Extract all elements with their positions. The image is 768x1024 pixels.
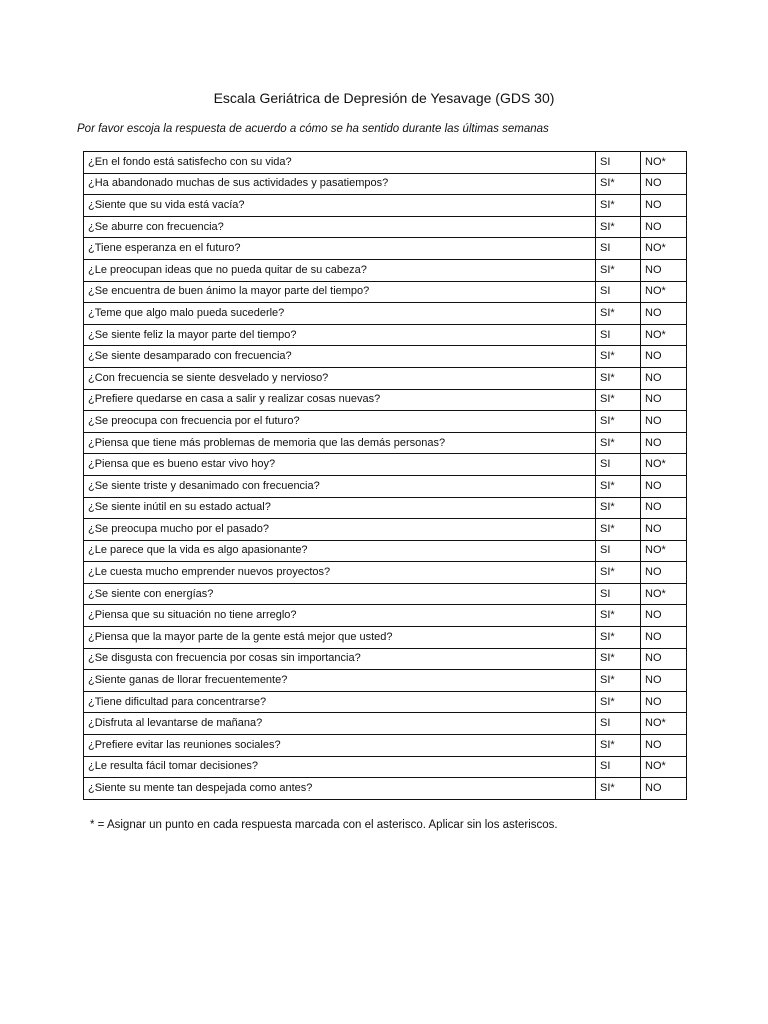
question-cell: ¿En el fondo está satisfecho con su vida? [84,152,596,174]
question-cell: ¿Siente su mente tan despejada como antes? [84,778,596,800]
answer-si-cell: SI* [596,497,641,519]
answer-no-cell: NO [641,195,687,217]
answer-si-cell: SI* [596,303,641,325]
answer-no-cell: NO* [641,324,687,346]
question-cell: ¿Disfruta al levantarse de mañana? [84,713,596,735]
table-row [84,627,687,649]
question-cell: ¿Piensa que tiene más problemas de memoria que las demás personas? [84,432,596,454]
answer-no-cell: NO [641,778,687,800]
table-row [84,691,687,713]
table-row [84,583,687,605]
answer-si-cell: SI* [596,411,641,433]
table-row [84,367,687,389]
table-row [84,346,687,368]
question-cell: ¿Prefiere evitar las reuniones sociales? [84,735,596,757]
table-row [84,778,687,800]
answer-si-cell: SI* [596,605,641,627]
answer-no-cell: NO [641,735,687,757]
table-row [84,259,687,281]
answer-si-cell: SI [596,281,641,303]
document-title: Escala Geriátrica de Depresión de Yesavage (GDS 30) [213,90,555,106]
answer-no-cell: NO [641,497,687,519]
answer-no-cell: NO* [641,540,687,562]
answer-si-cell: SI* [596,389,641,411]
table-row [84,389,687,411]
table-row [84,519,687,541]
answer-si-cell: SI* [596,691,641,713]
table-row [84,605,687,627]
answer-si-cell: SI* [596,346,641,368]
question-cell: ¿Siente ganas de llorar frecuentemente? [84,670,596,692]
answer-no-cell: NO* [641,281,687,303]
answer-no-cell: NO [641,216,687,238]
question-cell: ¿Piensa que la mayor parte de la gente está mejor que usted? [84,627,596,649]
table-row [84,713,687,735]
answer-si-cell: SI* [596,562,641,584]
answer-si-cell: SI [596,713,641,735]
question-cell: ¿Teme que algo malo pueda sucederle? [84,303,596,325]
question-cell: ¿Con frecuencia se siente desvelado y nervioso? [84,367,596,389]
question-cell: ¿Se siente desamparado con frecuencia? [84,346,596,368]
answer-no-cell: NO [641,519,687,541]
answer-si-cell: SI* [596,367,641,389]
question-cell: ¿Se siente con energías? [84,583,596,605]
table-row [84,216,687,238]
table-row [84,324,687,346]
answer-no-cell: NO [641,389,687,411]
answer-no-cell: NO [641,670,687,692]
table-row [84,497,687,519]
table-row [84,454,687,476]
question-cell: ¿Siente que su vida está vacía? [84,195,596,217]
answer-si-cell: SI* [596,778,641,800]
table-row [84,735,687,757]
table-row [84,475,687,497]
answer-no-cell: NO [641,691,687,713]
answer-si-cell: SI* [596,173,641,195]
answer-no-cell: NO* [641,454,687,476]
answer-si-cell: SI [596,152,641,174]
answer-si-cell: SI [596,238,641,260]
question-cell: ¿Le preocupan ideas que no pueda quitar de su cabeza? [84,259,596,281]
table-row [84,281,687,303]
question-cell: ¿Se encuentra de buen ánimo la mayor parte del tiempo? [84,281,596,303]
question-cell: ¿Tiene dificultad para concentrarse? [84,691,596,713]
table-row [84,411,687,433]
answer-no-cell: NO [641,259,687,281]
answer-no-cell: NO [641,303,687,325]
question-cell: ¿Se siente triste y desanimado con frecuencia? [84,475,596,497]
answer-si-cell: SI [596,756,641,778]
answer-no-cell: NO [641,173,687,195]
question-cell: ¿Le cuesta mucho emprender nuevos proyectos? [84,562,596,584]
instructions-text: Por favor escoja la respuesta de acuerdo a cómo se ha sentido durante las últimas semanas [77,123,549,135]
table-row [84,303,687,325]
answer-si-cell: SI* [596,670,641,692]
table-row [84,173,687,195]
question-cell: ¿Se disgusta con frecuencia por cosas sin importancia? [84,648,596,670]
question-cell: ¿Se siente inútil en su estado actual? [84,497,596,519]
table-row [84,238,687,260]
question-cell: ¿Ha abandonado muchas de sus actividades y pasatiempos? [84,173,596,195]
answer-si-cell: SI* [596,195,641,217]
answer-si-cell: SI [596,540,641,562]
table-row [84,432,687,454]
question-cell: ¿Tiene esperanza en el futuro? [84,238,596,260]
answer-si-cell: SI* [596,216,641,238]
answer-no-cell: NO* [641,238,687,260]
answer-no-cell: NO [641,411,687,433]
question-cell: ¿Se siente feliz la mayor parte del tiempo? [84,324,596,346]
answer-si-cell: SI* [596,627,641,649]
answer-si-cell: SI* [596,259,641,281]
table-row [84,195,687,217]
answer-no-cell: NO* [641,756,687,778]
footnote-text: * = Asignar un punto en cada respuesta marcada con el asterisco. Aplicar sin los asteriscos. [90,819,558,831]
answer-no-cell: NO* [641,713,687,735]
answer-si-cell: SI* [596,432,641,454]
table-row [84,648,687,670]
answer-no-cell: NO [641,346,687,368]
answer-si-cell: SI* [596,735,641,757]
answer-no-cell: NO* [641,152,687,174]
answer-no-cell: NO* [641,583,687,605]
answer-si-cell: SI* [596,475,641,497]
answer-si-cell: SI [596,583,641,605]
table-row [84,152,687,174]
table-row [84,756,687,778]
question-cell: ¿Se preocupa mucho por el pasado? [84,519,596,541]
answer-no-cell: NO [641,432,687,454]
answer-si-cell: SI [596,454,641,476]
table-row [84,670,687,692]
answer-si-cell: SI* [596,519,641,541]
table-row [84,540,687,562]
answer-no-cell: NO [641,648,687,670]
question-cell: ¿Se preocupa con frecuencia por el futuro? [84,411,596,433]
question-cell: ¿Le parece que la vida es algo apasionante? [84,540,596,562]
question-cell: ¿Prefiere quedarse en casa a salir y realizar cosas nuevas? [84,389,596,411]
questions-table [83,151,687,800]
question-cell: ¿Se aburre con frecuencia? [84,216,596,238]
answer-no-cell: NO [641,605,687,627]
answer-si-cell: SI [596,324,641,346]
questions-table-body [84,152,687,800]
answer-no-cell: NO [641,627,687,649]
answer-no-cell: NO [641,562,687,584]
question-cell: ¿Piensa que su situación no tiene arreglo? [84,605,596,627]
answer-no-cell: NO [641,475,687,497]
answer-no-cell: NO [641,367,687,389]
question-cell: ¿Le resulta fácil tomar decisiones? [84,756,596,778]
question-cell: ¿Piensa que es bueno estar vivo hoy? [84,454,596,476]
table-row [84,562,687,584]
answer-si-cell: SI* [596,648,641,670]
